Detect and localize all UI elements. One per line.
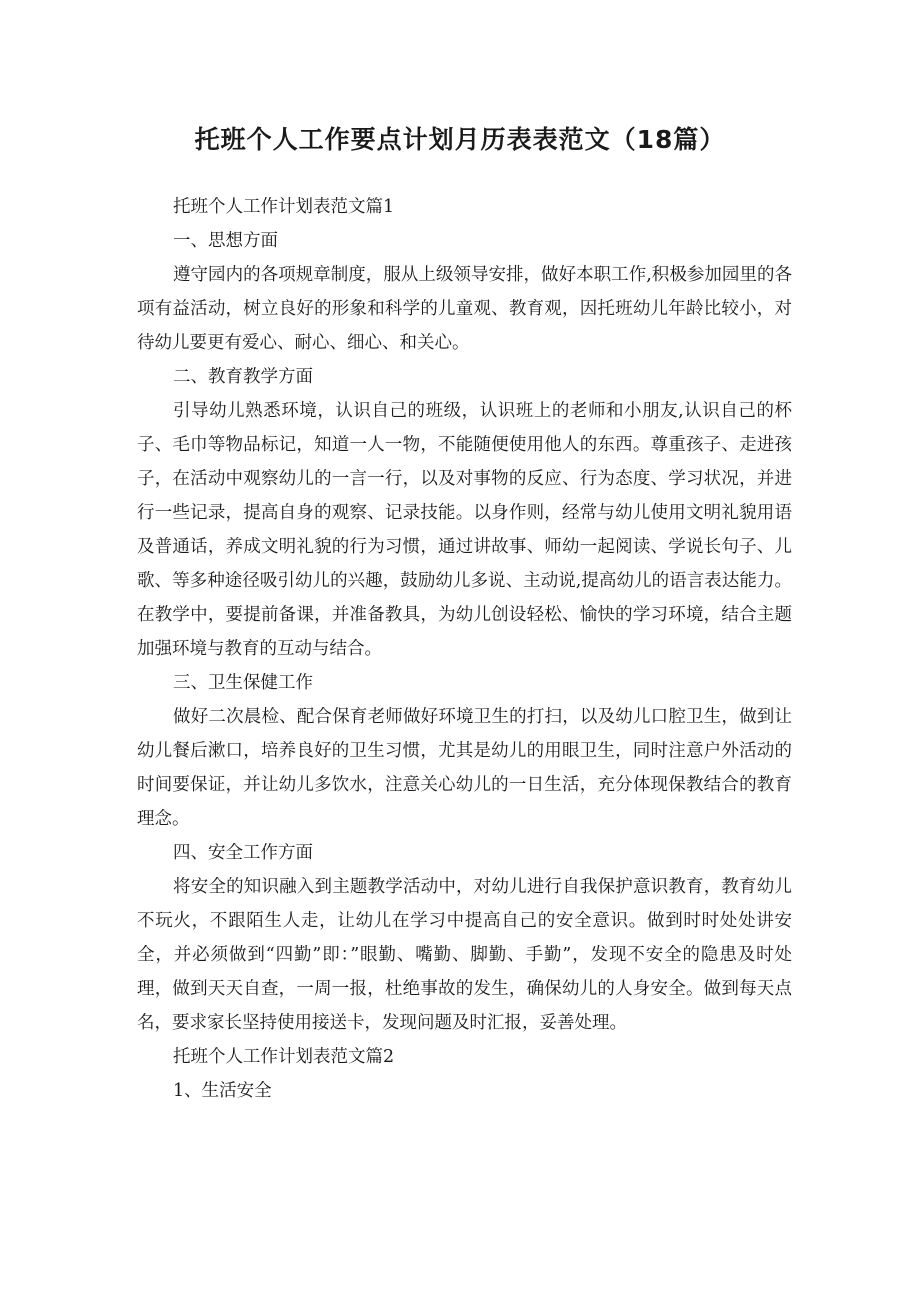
subsection-heading: 一、思想方面 xyxy=(173,231,278,251)
section-heading: 托班个人工作计划表范文篇2 xyxy=(173,1047,395,1067)
body-paragraph: 遵守园内的各项规章制度，服从上级领导安排，做好本职工作,积极参加园里的各项有益活动，树立良好的形象和科学的儿童观、教育观，因托班幼儿年龄比较小，对待幼儿要更有爱心、耐心、细心、和关心。 xyxy=(137,265,792,353)
body-paragraph: 做好二次晨检、配合保育老师做好环境卫生的打扫，以及幼儿口腔卫生，做到让幼儿餐后漱口，培养良好的卫生习惯，尤其是幼儿的用眼卫生，同时注意户外活动的时间要保证，并让幼儿多饮水，注意关心幼儿的一日生活，充分体现保教结合的教育理念。 xyxy=(137,707,792,829)
subsection-heading: 三、卫生保健工作 xyxy=(173,673,313,693)
subsection-heading: 二、教育教学方面 xyxy=(173,367,313,387)
subsection-heading: 四、安全工作方面 xyxy=(173,843,313,863)
document-title: 托班个人工作要点计划月历表表范文（18篇） xyxy=(194,125,726,154)
body-paragraph: 引导幼儿熟悉环境，认识自己的班级，认识班上的老师和小朋友,认识自己的杯子、毛巾等物品标记，知道一人一物，不能随便使用他人的东西。尊重孩子、走进孩子，在活动中观察幼儿的一言一行，以及对事物的反应、行为态度、学习状况，并进行一些记录，提高自身的观察、记录技能。以身作则，经常与幼儿使用文明礼貌用语及普通话，养成文明礼貌的行为习惯，通过讲故事、师幼一起阅读、学说长句子、儿歌、等多种途径吸引幼儿的兴趣，鼓励幼儿多说、主动说,提高幼儿的语言表达能力。在教学中，要提前备课，并准备教具，为幼儿创设轻松、愉快的学习环境，结合主题加强环境与教育的互动与结合。 xyxy=(137,401,792,659)
body-paragraph: 将安全的知识融入到主题教学活动中，对幼儿进行自我保护意识教育，教育幼儿不玩火，不跟陌生人走，让幼儿在学习中提高自己的安全意识。做到时时处处讲安全，并必须做到“四勤”即：”眼勤、嘴勤、脚勤、手勤”，发现不安全的隐患及时处理，做到天天自查，一周一报，杜绝事故的发生，确保幼儿的人身安全。做到每天点名，要求家长坚持使用接送卡，发现问题及时汇报，妥善处理。 xyxy=(137,877,792,1033)
subsection-heading: 1、生活安全 xyxy=(173,1081,272,1101)
section-heading: 托班个人工作计划表范文篇1 xyxy=(173,197,395,217)
document-body xyxy=(137,190,792,1108)
